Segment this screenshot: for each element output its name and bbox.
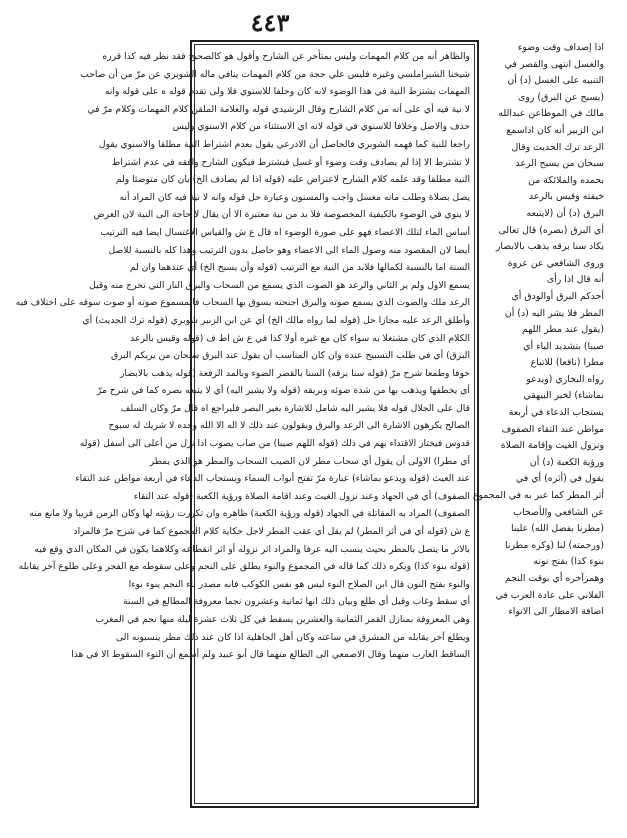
margin-text-line: الرعد ترك الحديث وقال — [511, 141, 604, 153]
margin-text-line: مواطن عند التقاء الصفوف — [501, 423, 604, 435]
margin-text-line: التنبيه على الغسل (د) أن — [507, 75, 604, 87]
commentary-text-line: الصالح يكرهون الاشارة الى الرعد والبرق ويقولون عند ذلك لا اله الا الله وحده لا شريك له سبوح — [108, 420, 470, 432]
margin-text-line: أنه قال اذا رأى — [546, 274, 604, 286]
margin-text-line: سبحان من يسبح الرعد — [515, 158, 604, 170]
commentary-text-line: لا نية فيه أي على أنه من كلام الشارح وقال الرشيدي قوله والعلامة الملقن كلام المهمات وكلام مرّ في — [87, 103, 470, 115]
margin-text-line: والغسل انتهى والقصر في — [504, 58, 604, 70]
commentary-text-line: النية مطلقا وقد علمه كلام الشارح لاعتراض عليه (قوله اذا لم يصادف الخ) بان كان متوضئا ولم — [115, 174, 470, 186]
commentary-text-line: المهمات يشترط النية في هذا الوضوء لانه كان وحلفا للاسنوي فلا ولى تقدم قوله ه على قوله وانه — [104, 86, 470, 98]
commentary-text-line: البرق) أي في طلب التسبيح عنده وان كان المناسب أن يقول عند البرق سبحان من يريكم البرق — [111, 350, 470, 362]
commentary-text-line: لا تشترط الا إذا لم يصادف وقت وضوء أو غسل فيشترط فيكون الشارح وافقه في عدم اشتراط — [111, 156, 470, 168]
margin-text-line: وروى الشافعي عن عروة — [507, 257, 604, 269]
margin-text-line: يستجاب الدعاء في أربعة — [508, 407, 604, 419]
margin-text-line: بحمده والملائكة من — [528, 174, 604, 186]
commentary-text-line: والظاهر أنه من كلام المهمات وليس بمتأخر عن الشارح وأقول هو كالصحيح فقد نظر فيه كذا قرره — [102, 51, 470, 62]
margin-text-line: خيفته وقيس بالرعد — [529, 191, 604, 203]
margin-text-line: وهمزآخره أي بوقت النجم — [504, 573, 604, 584]
commentary-text-line: راجعا للنية كما فهمه الشوبري فالحاصل أن الاذرعي يقول بعدم اشتراط النية مطلقا والاسنوي يقول — [98, 138, 470, 150]
commentary-text-line: يصل بصلاة وطلب مانه مغسل واجب والمسنون وعبارة حل قوله وانه لا نية فيه كان المراد أنه — [119, 191, 470, 203]
commentary-text-line: الصفوف) المراد به المقاتلة في الجهاد (قوله ورؤية الكعبة) ظاهره وان تكررت رؤيته لها وكان الزمن قريبا ولا مانع منه — [29, 508, 470, 520]
page-number: ٤٤٣ — [250, 8, 290, 37]
margin-text-line: اذا إصداف وقت وضوء — [517, 42, 604, 53]
commentary-text-line: خوفا وطمعا شرح مرّ (قوله سنا برقه) السنا بالقصر الضوء وبالمد الرفعة (قوله يذهب بالابصار — [119, 367, 470, 379]
margin-text-line: يكاد سنا برقه يذهب بالابصار — [495, 241, 604, 253]
margin-text-line: (يسبح عن البرق) روى — [518, 91, 604, 103]
commentary-text-line: حذف والاصل وخلافا للاسنوي في قوله لانه اي الاستثناء من كلام الاسنوي وليس — [172, 121, 470, 133]
commentary-text-block — [15, 48, 470, 800]
commentary-text-line: أساس الماء لتلك الاعضاء فهو على صورة الوضوء اه قال ع ش والقياس الاغتسال ايضا فيه الترتيب — [100, 226, 470, 238]
commentary-text-line: ويطلع آخر يقابله من المشرق في ساعته وكان أهل الجاهلية اذا كان عند ذلك مطر ينسبونه الى — [116, 631, 470, 643]
commentary-text-line: يسمع الاول ولم ير الثاني والرعد هو الصوت الذي يسمع من السحاب والبرق النار التي تخرج منه وقيل — [89, 279, 470, 291]
margin-text-line: عن الشافعي والأصحاب — [513, 506, 604, 518]
commentary-text-line: قال على الجلال قوله فلا يشير اليه شامل للاشارة بغير البصر فليراجع اه قال مرّ وكان السلف — [120, 402, 470, 414]
margin-text-line: اضافة الامطار الى الانواء — [508, 606, 604, 618]
commentary-text-line: قدوس فيختار الاقتداء بهم في ذلك (قوله اللهم صيبا) من صاب يصوب اذا نزل من أعلى الى أسفل (قوله — [79, 438, 470, 450]
margin-text-line: (ورحمته) لنا (وكره مطرنا — [504, 539, 604, 551]
margin-text-line: أحدكم البرق أوالودق أي — [511, 290, 604, 302]
margin-text-block — [472, 40, 604, 618]
margin-text-line: ابن الزبير أنه كان اذاسمع — [506, 124, 604, 136]
commentary-text-line: أيضا لان المقصود منه وصول الماء الى الاعضاء وهو حاصل بدون الترتيب وهذا كله بالنسبة للاصل — [108, 244, 470, 256]
margin-text-line: بماشاء) لخبر البيهقي — [523, 390, 604, 402]
commentary-text-line: لا ينوي في الوضوء بالكيفية المخصوصة فلا بد من نية معتبرة الا أن يقال لا حاجة الى النية لان الغرض — [93, 209, 470, 221]
commentary-text-line: والنوء بفتح النون قال ابن الصلاح النوء ليس هو نفس الكوكب فانه مصدر ناء النجم ينوء نوءا — [128, 578, 470, 590]
commentary-text-line: أي سقط وغاب وقيل أي طلع وبيان ذلك انها ثمانية وعشرون نجما معروفة المطالع في السنة — [123, 596, 470, 608]
commentary-text-line: (قوله بنوء كذا) ويكره ذلك كما قاله في المجموع والنوء يطلق على النجم وعلى سقوطه مع الفجر وعلى طلوع آخر يقابله — [18, 561, 470, 573]
commentary-text-line: وهي المعروفة بمنازل القمر الثمانية والعشرين يسقط في كل ثلاث عشرة ليلة منها نجم في المغرب — [95, 614, 470, 625]
commentary-text-line: شيخنا الشبراملسي وغيره فليس علي حجة من كلام المهمات ينافي ماله الشوبري عن مرّ من أن صاحب — [80, 68, 470, 80]
commentary-text-line: وأطلق الرعد عليه مجازا حل (قوله لما رواه مالك الخ) أي عن ابن الزبير شوبري (قوله ترك الحديث) أي — [82, 314, 470, 326]
margin-text-line: ورؤية الكعبة (د) أن — [529, 456, 604, 468]
margin-text-line: أثر المطر كما عبر به في المجموع — [472, 490, 604, 502]
commentary-text-line: أي مطرا) الاولى أن يقول أي سحاب مطر لان الصيب السحاب والمطر هو الذي يمطر — [149, 455, 470, 467]
commentary-text-line: الساقط الغارب منهما وقال الاصمعي الى الطالع منهما قال أبو عبيد ولم أسمع أن النوء السقوط الا في هذا — [71, 649, 470, 661]
margin-text-line: رواه البخاري (ويدعو — [526, 373, 604, 385]
margin-text-line: ونزول الغيث وإقامة الصلاة — [500, 440, 604, 452]
commentary-text-line: الرعد ملك والصوت الذي يسمع صوته والبرق اجنحته يسوق بها السحاب فالمسموع صوته أو صوت سوقه على اختلاف فيه — [15, 297, 470, 309]
commentary-text-line: الكلام الذي كان مشتغلا به سواء كان مع غيره أولا كذا في ع ش اط ف (قوله وقيس بالرعد — [130, 332, 470, 344]
margin-text-line: يقول في (أثره) أي في — [515, 473, 604, 485]
commentary-text-line: عند الغيث (قوله ويدعو بماشاء) عبارة مرّ تفتح أبواب السماء ويستجاب الدعاء في أربعة مواطن عند التقاء — [75, 473, 470, 485]
margin-text-line: (يقول عند مطر اللهم — [522, 324, 604, 336]
margin-text-line: مطرا (نافعا) للاتباع — [530, 357, 604, 369]
margin-text-line: أي البرق (بصره) قال تعالى — [498, 224, 604, 236]
margin-text-line: (مطرنا بفضل الله) علينا — [511, 523, 604, 535]
commentary-text-line: بالاثر ما يتصل بالمطر بحيث ينسب اليه عرفا والمراد اثر نزوله أو اثر انقطاعه وكلاهما يكون في المكان الذي وقع فيه — [34, 543, 470, 555]
margin-text-line: البرق (د) أن (لايتبعه — [526, 207, 604, 219]
commentary-text-line: السنة اما بالنسبة لكمالها فلابد من النية مع الترتيب (قوله وأن يسبح الخ) أي عندهما وان لم — [129, 262, 470, 274]
commentary-text-line: أي يخطفها ويذهب بها من شدة ضوئه وبريقه (قوله ولا يشير اليه) أي لا يتبعه بصره كما في شرح مرّ — [96, 385, 470, 397]
margin-text-line: بنوء كذا) بفتح نونه — [533, 556, 604, 568]
margin-text-line: صيبا) بتشديد الياء أي — [523, 340, 604, 352]
commentary-text-line: الصفوف) أي في الجهاد وعند نزول الغيث وعند اقامة الصلاة ورؤية الكعبة (قوله عند التقاء — [133, 490, 470, 502]
margin-text-line: الفلاني على عادة العرب في — [495, 589, 604, 601]
margin-text-line: المطر فلا يشر اليه (د) أن — [504, 307, 604, 319]
commentary-text-line: ع ش (قوله أي في أثر المطر) لم يقل أي عقب المطر لاجل حكاية كلام المجموع كما في شرح مرّ فالمراد — [73, 526, 470, 538]
margin-text-line: مالك في الموطاعن عبدالله — [498, 108, 604, 120]
